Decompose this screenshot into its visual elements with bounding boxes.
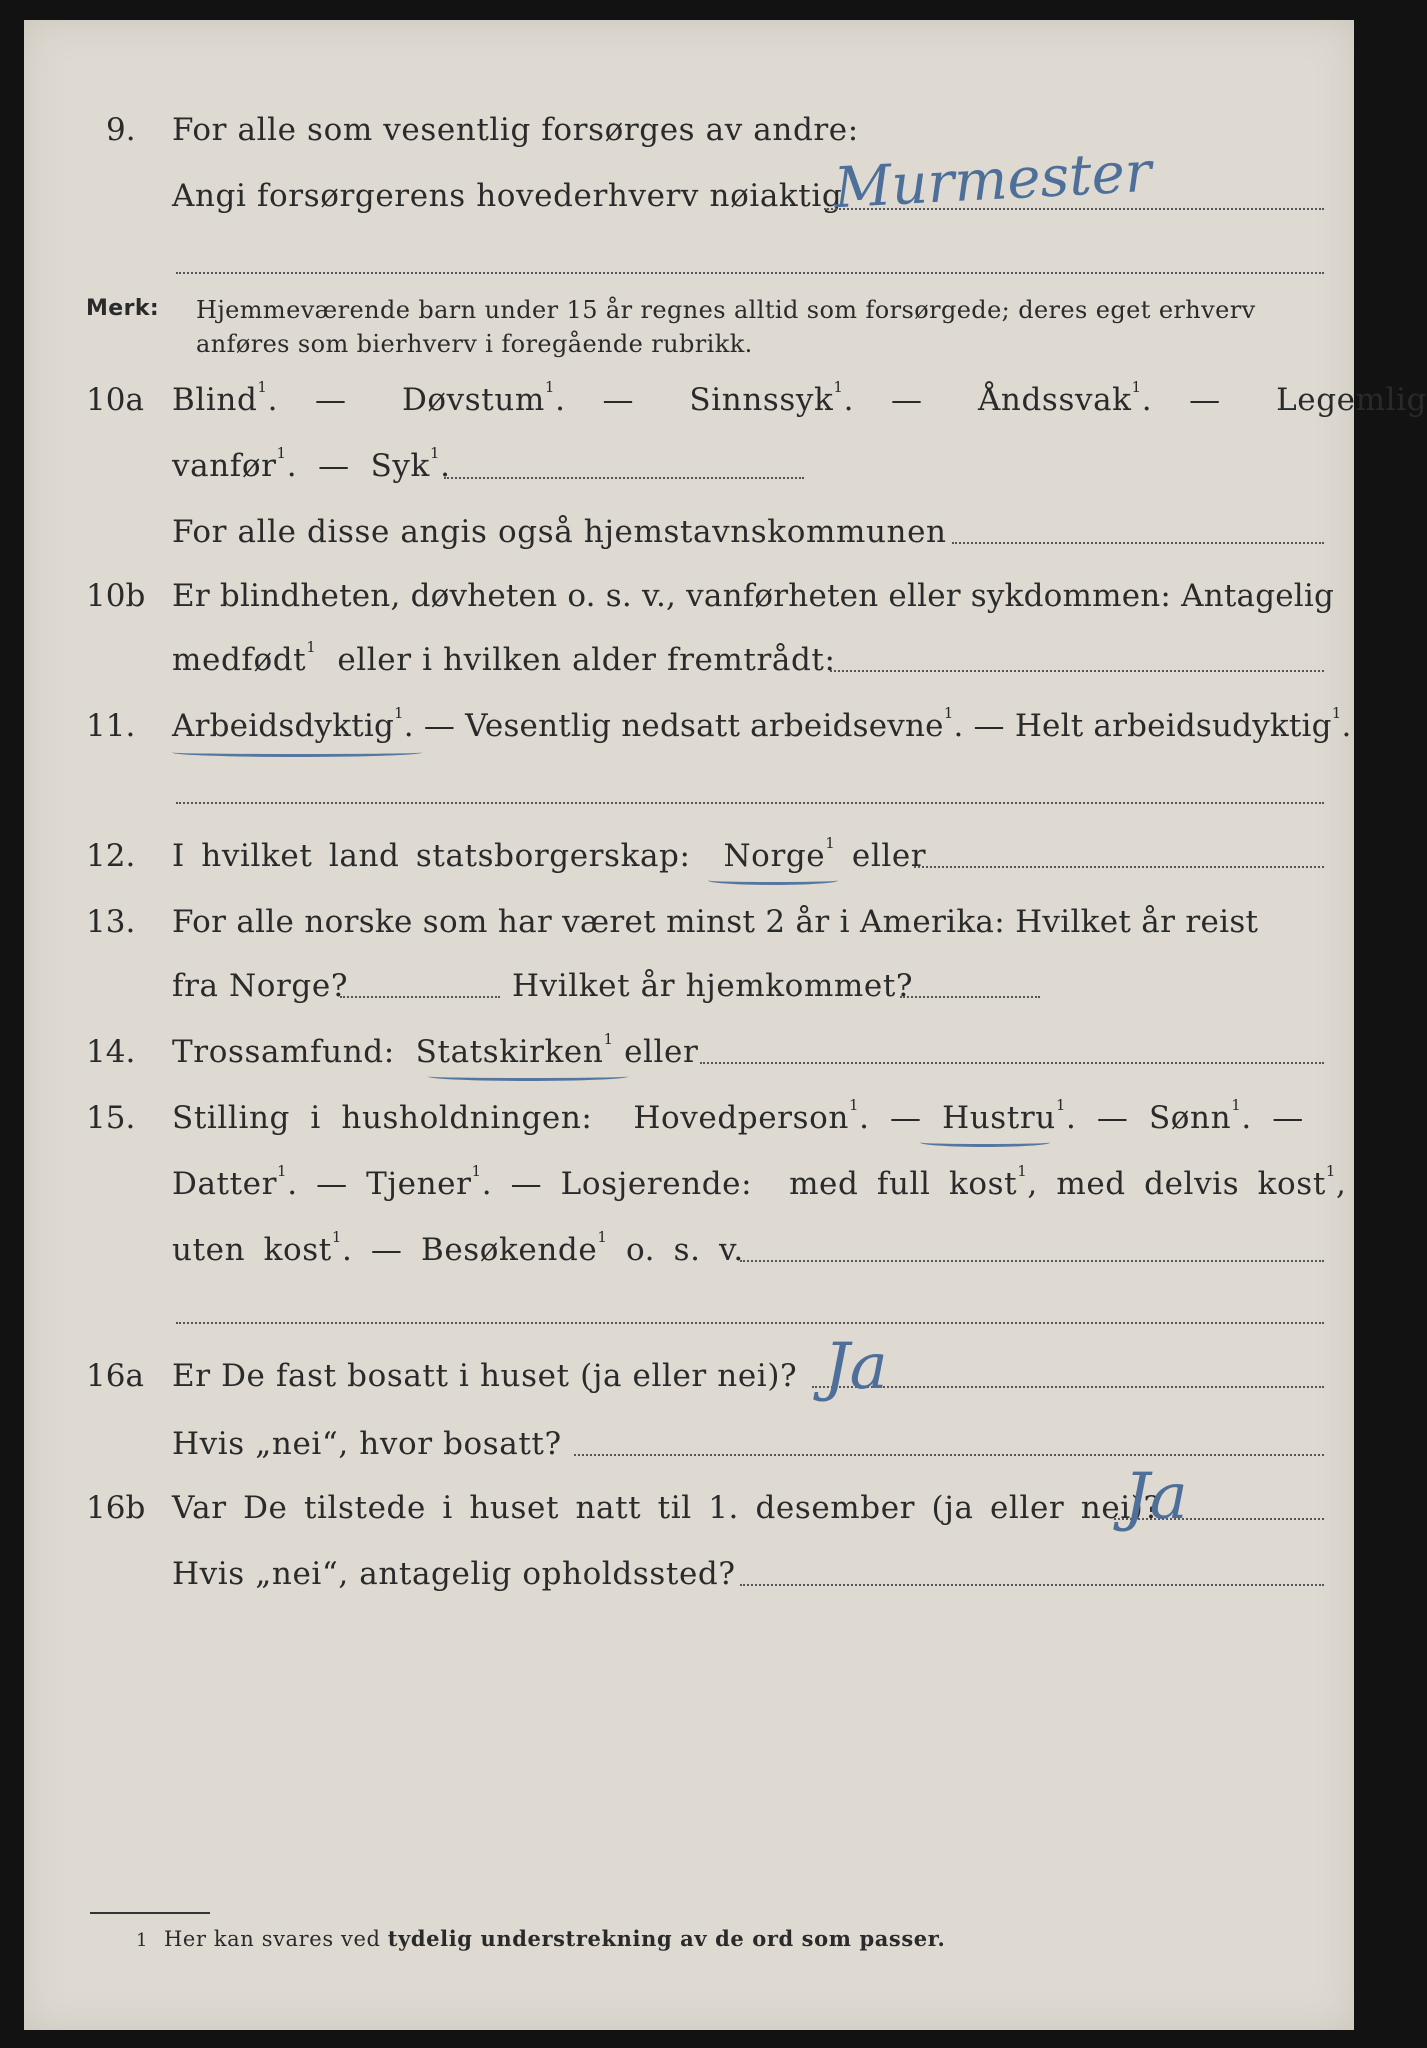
- q10b-line1: Er blindheten, døvheten o. s. v., vanførheten eller sykdommen: Antagelig: [172, 578, 1335, 614]
- q14-underline: [428, 1072, 628, 1081]
- q15-line1: Stilling i husholdningen: Hovedperson$^1$. — Hustru$^1$. — Sønn$^1$. —: [172, 1096, 1304, 1136]
- opt-sinnssyk: Sinnssyk: [689, 382, 834, 418]
- q14-line: Trossamfund: Statskirken$^1$ eller: [172, 1030, 699, 1070]
- q10b-dots: [830, 670, 1324, 672]
- q14-number: 14.: [86, 1034, 136, 1070]
- q10a-line2-dots: [444, 477, 804, 479]
- footnote-mark: 1: [136, 1930, 149, 1951]
- q16a-line2: Hvis „nei“, hvor bosatt?: [172, 1426, 562, 1462]
- merk-line2: anføres som bierhverv i foregående rubrikk.: [196, 330, 753, 358]
- q11-underline: [172, 748, 422, 757]
- q16a-line1: Er De fast bosatt i huset (ja eller nei)?: [172, 1358, 798, 1394]
- merk-line1: Hjemmeværende barn under 15 år regnes alltid som forsørgede; deres eget erhverv: [196, 296, 1256, 324]
- opt-andssvak: Åndssvak: [977, 382, 1132, 418]
- q11-line1: Arbeidsdyktig$^1$. — Vesentlig nedsatt arbeidsevne$^1$. — Helt arbeidsudyktig$^1$.: [172, 704, 1352, 744]
- q10a-line3-dots: [952, 542, 1324, 544]
- q16b-handwritten-answer: Ja: [1124, 1460, 1188, 1534]
- q16a-dots2: [574, 1454, 1324, 1456]
- q12-number: 12.: [86, 838, 136, 874]
- q12-dots: [914, 866, 1324, 868]
- q13-reist: fra Norge?: [172, 968, 349, 1004]
- opt-hustru: Hustru: [942, 1100, 1056, 1136]
- q15-underline: [920, 1138, 1050, 1147]
- q10a-line3: For alle disse angis også hjemstavnskommunen: [172, 514, 947, 550]
- q10b-line2: medfødt$^1$ eller i hvilken alder fremtrådt:: [172, 638, 836, 678]
- opt-blind: Blind: [172, 382, 258, 418]
- q15-line3: uten kost$^1$. — Besøkende$^1$ o. s. v.: [172, 1228, 744, 1268]
- q13-hjem: Hvilket år hjemkommet?: [512, 968, 914, 1004]
- opt-syk: Syk: [370, 448, 430, 484]
- q16b-line2: Hvis „nei“, antagelig opholdssted?: [172, 1556, 736, 1592]
- q16b-dots2: [740, 1584, 1324, 1586]
- opt-legemlig: Legemlig: [1276, 382, 1427, 418]
- q13-number: 13.: [86, 904, 136, 940]
- q16b-number: 16b: [86, 1490, 146, 1526]
- q16a-dots1: [812, 1386, 1324, 1388]
- q15-line2: Datter$^1$. — Tjener$^1$. — Losjerende: med full kost$^1$, med delvis kost$^1$,: [172, 1162, 1347, 1202]
- q12-line: I hvilket land statsborgerskap: Norge$^1$ eller: [172, 834, 927, 874]
- q11-dots: [176, 802, 1324, 804]
- q15-number: 15.: [86, 1100, 136, 1136]
- footnote-text: Her kan svares ved tydelig understrekning av de ord som passer.: [164, 1926, 946, 1951]
- q13-hjem-dots: [900, 996, 1040, 998]
- q16b-line1: Var De tilstede i huset natt til 1. desember (ja eller nei)?: [172, 1490, 1161, 1526]
- q9-handwritten-answer: Murmester: [832, 139, 1154, 222]
- opt-norge: Norge: [723, 838, 826, 874]
- q16a-number: 16a: [86, 1358, 144, 1394]
- q12-underline: [708, 876, 838, 885]
- opt-statskirken: Statskirken: [415, 1034, 604, 1070]
- q10a-number: 10a: [86, 382, 144, 418]
- merk-label: Merk:: [86, 296, 160, 321]
- q13-reist-dots: [340, 996, 500, 998]
- q15-dots: [740, 1260, 1324, 1262]
- footnote-rule: [90, 1912, 210, 1914]
- q11-number: 11.: [86, 708, 136, 744]
- q13-line1: For alle norske som har været minst 2 år i Amerika: Hvilket år reist: [172, 904, 1259, 940]
- q9-line2: Angi forsørgerens hovederhverv nøiaktig: [172, 178, 843, 214]
- q10a-line1: Blind$^1$. — Døvstum$^1$. — Sinnssyk$^1$. — Åndssvak$^1$. — Legemlig: [172, 378, 1427, 418]
- q9-line1: For alle som vesentlig forsørges av andre:: [172, 112, 859, 148]
- q9-extra-line: [176, 272, 1324, 274]
- q10b-number: 10b: [86, 578, 146, 614]
- q15-extra-dots: [176, 1322, 1324, 1324]
- opt-arbeidsdyktig: Arbeidsdyktig: [172, 708, 395, 744]
- opt-dovstum: Døvstum: [401, 382, 545, 418]
- q16a-handwritten-answer: Ja: [824, 1330, 888, 1404]
- form-page: [24, 20, 1427, 2030]
- q9-number: 9.: [106, 112, 136, 148]
- q10a-line2: vanfør$^1$. — Syk$^1$.: [172, 444, 451, 484]
- q14-dots: [700, 1062, 1324, 1064]
